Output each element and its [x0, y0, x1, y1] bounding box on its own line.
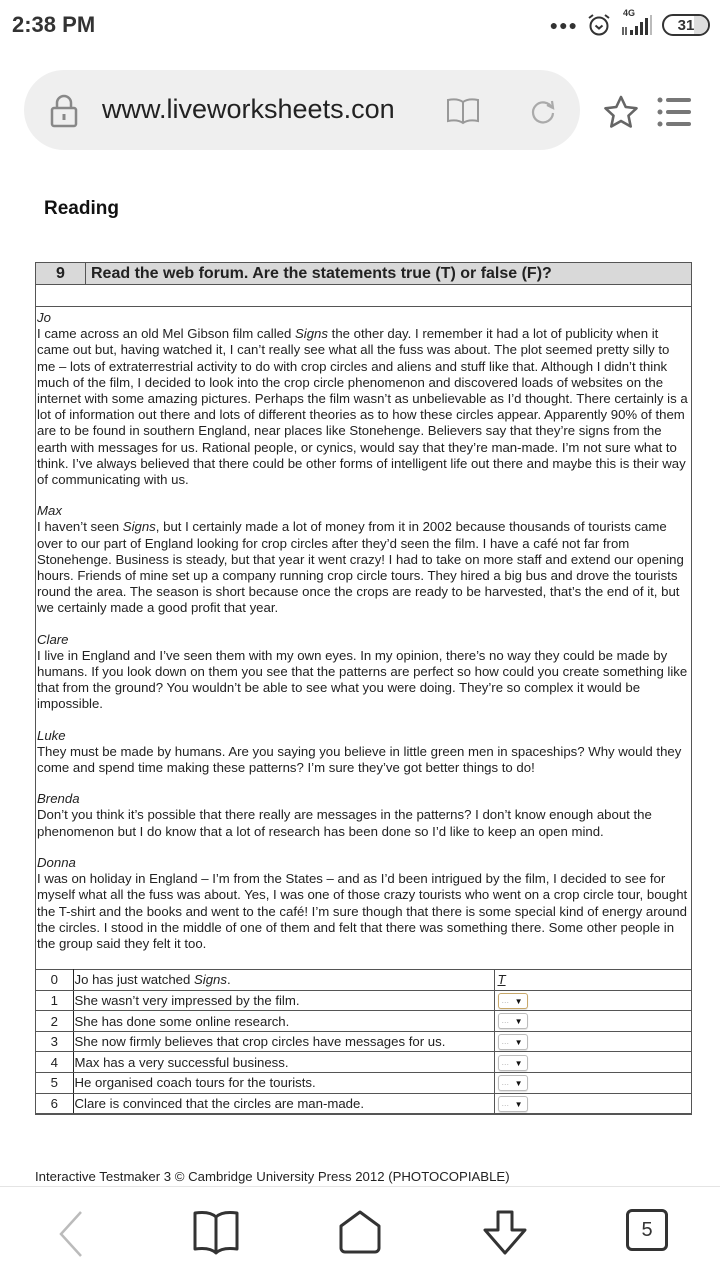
battery-icon	[662, 14, 710, 36]
status-time: 2:38 PM	[12, 12, 96, 37]
table-row	[36, 1073, 691, 1094]
statement-text: He organised coach tours for the tourists.	[73, 1073, 494, 1094]
table-row	[36, 1093, 691, 1114]
post-author: Jo	[37, 310, 51, 325]
statement-number: 3	[36, 1031, 73, 1052]
post-body: Don’t you think it’s possible that there really are messages in the patterns? I don’t know enough about the phenomenon but I do know that a lot of research has been done so I’d like to keep an open mind.	[37, 807, 652, 839]
post-author: Brenda	[37, 791, 80, 807]
statement-number: 6	[36, 1093, 73, 1114]
table-row	[36, 1011, 691, 1032]
exercise-header	[36, 263, 691, 285]
lock-icon[interactable]	[50, 94, 78, 133]
more-dots-icon: ●●●	[549, 17, 578, 33]
statement-text: She has done some online research.	[73, 1011, 494, 1032]
post-author: Max	[37, 503, 62, 519]
forum-post	[37, 728, 689, 777]
table-row	[36, 1031, 691, 1052]
answer-dropdown-3[interactable]: ... ▼	[498, 1034, 528, 1050]
statement-text: Max has a very successful business.	[73, 1052, 494, 1073]
forum-post	[37, 503, 689, 616]
blank-row	[36, 285, 691, 307]
post-body: They must be made by humans. Are you saying you believe in little green men in spaceships? Why would they come and spend time making these patterns? I’m sure they’ve got better things to do!	[37, 743, 682, 776]
post-body: I came across an old Mel Gibson film called Signs the other day. I remember it had a lot of publicity when it came out but, having watched it, I can’t really see what all the fuss was about. The plot seemed pretty silly to me – lots of extraterrestrial activity to do with crop circles and aliens and stuff like that. Although I didn’t think much of the film, I decided to look into the crop circle phenomenon and discovered loads of websites on the internet with some amazing pictures. Perhaps the film wasn’t as unbelievable as I’d thought. There certainly is a lot of information out there and lots of different theories as to how these circles appear. Apparently 90% of them are to be found in southern England, near places like Stonehenge. Believers say that they’re signs from the earth with messages for us. Rational people, or cynics, would say that they’re man-made. I’m not sure what to think. I’ve always believed that there could be other forms of intelligent life out there and maybe this is their way of communicating with us.	[37, 326, 688, 488]
answer-dropdown-4[interactable]: ... ▼	[498, 1055, 528, 1071]
example-answer: T	[494, 970, 691, 991]
table-row	[36, 1052, 691, 1073]
table-row	[36, 990, 691, 1011]
answer-dropdown-1[interactable]: ... ▼	[498, 993, 528, 1009]
alarm-icon	[586, 12, 612, 38]
statement-number: 5	[36, 1073, 73, 1094]
status-icons	[550, 10, 710, 40]
exercise-box	[35, 262, 692, 1115]
post-body: I haven’t seen Signs, but I certainly made a lot of money from it in 2002 because thousands of tourists came over to our part of England looking for crop circles after they’d seen the film. I have a café not far from Stonehenge. Business is steady, but that year it went crazy! I had to take on more staff and extend our opening hours. Friends of mine set up a company running crop circle tours. They hired a big bus and drove the tourists round the area. The season is short because once the crops are ready to be harvested, that’s the end of it, but we certainly made a good profit that year.	[37, 519, 684, 616]
star-icon[interactable]	[602, 94, 640, 135]
statement-number: 4	[36, 1052, 73, 1073]
dropdown-arrow-icon: ▼	[514, 1099, 523, 1109]
statement-number: 1	[36, 990, 73, 1011]
statement-text: She now firmly believes that crop circles have messages for us.	[73, 1031, 494, 1052]
answer-dropdown-5[interactable]: ... ▼	[498, 1075, 528, 1091]
section-title: Reading	[44, 198, 119, 219]
answer-dropdown-2[interactable]: ... ▼	[498, 1013, 528, 1029]
web-forum	[36, 307, 691, 969]
exercise-number: 9	[36, 263, 86, 284]
battery-level: 31	[677, 16, 695, 34]
post-body: I live in England and I’ve seen them with my own eyes. In my opinion, there’s no way they could be made by humans. If you look down on them you see that the patterns are perfect so how could you create something like that from the ground? You wouldn’t be able to see what you were doing. They’re so complex it would be impossible.	[37, 647, 688, 712]
exercise-instruction: Read the web forum. Are the statements true (T) or false (F)?	[91, 265, 552, 282]
signal-icon	[620, 8, 654, 37]
home-icon[interactable]	[336, 1209, 384, 1260]
post-author: Clare	[37, 631, 69, 647]
network-label: 4G	[623, 8, 636, 18]
tabs-icon[interactable]	[626, 1209, 668, 1251]
forum-post	[37, 791, 689, 840]
table-row	[36, 970, 691, 991]
statement-number: 2	[36, 1011, 73, 1032]
bookmarks-icon[interactable]	[192, 1209, 240, 1260]
statement-text: Jo has just watched Signs.	[73, 970, 494, 991]
copyright-footer: Interactive Testmaker 3 © Cambridge University Press 2012 (PHOTOCOPIABLE)	[35, 1169, 510, 1184]
dropdown-arrow-icon: ▼	[514, 996, 523, 1006]
post-author: Luke	[37, 727, 66, 743]
bottom-navigation	[0, 1186, 720, 1280]
tab-count: 5	[641, 1218, 653, 1241]
menu-icon[interactable]	[656, 96, 692, 133]
dropdown-arrow-icon: ▼	[514, 1017, 523, 1027]
address-bar[interactable]	[24, 70, 580, 150]
statement-number: 0	[36, 970, 73, 991]
status-bar	[0, 0, 720, 52]
statement-text: Clare is convinced that the circles are man-made.	[73, 1093, 494, 1114]
url-text[interactable]: www.liveworksheets.con	[102, 94, 395, 124]
forum-post	[37, 855, 689, 952]
dropdown-arrow-icon: ▼	[514, 1058, 523, 1068]
post-author: Donna	[37, 854, 76, 870]
post-body: I was on holiday in England – I’m from the States – and as I’d been intrigued by the film, I decided to see for myself what all the fuss was about. Yes, I was one of those crazy tourists who went on a crop circle tour, bought the T-shirt and the books and went to the café! I’m sure though that there is some special kind of energy around the circles. I stood in the middle of one of them and felt that there was something there. Some other people in the group said they felt it too.	[37, 871, 688, 951]
forum-post	[37, 310, 689, 488]
dropdown-arrow-icon: ▼	[514, 1079, 523, 1089]
reload-icon[interactable]	[528, 96, 558, 131]
answer-dropdown-6[interactable]: ... ▼	[498, 1096, 528, 1112]
back-icon[interactable]	[56, 1209, 86, 1264]
statements-table	[36, 969, 691, 1114]
download-icon[interactable]	[480, 1209, 530, 1262]
statement-text: She wasn’t very impressed by the film.	[73, 990, 494, 1011]
dropdown-arrow-icon: ▼	[514, 1037, 523, 1047]
forum-post	[37, 632, 689, 713]
reader-mode-icon[interactable]	[446, 97, 480, 130]
